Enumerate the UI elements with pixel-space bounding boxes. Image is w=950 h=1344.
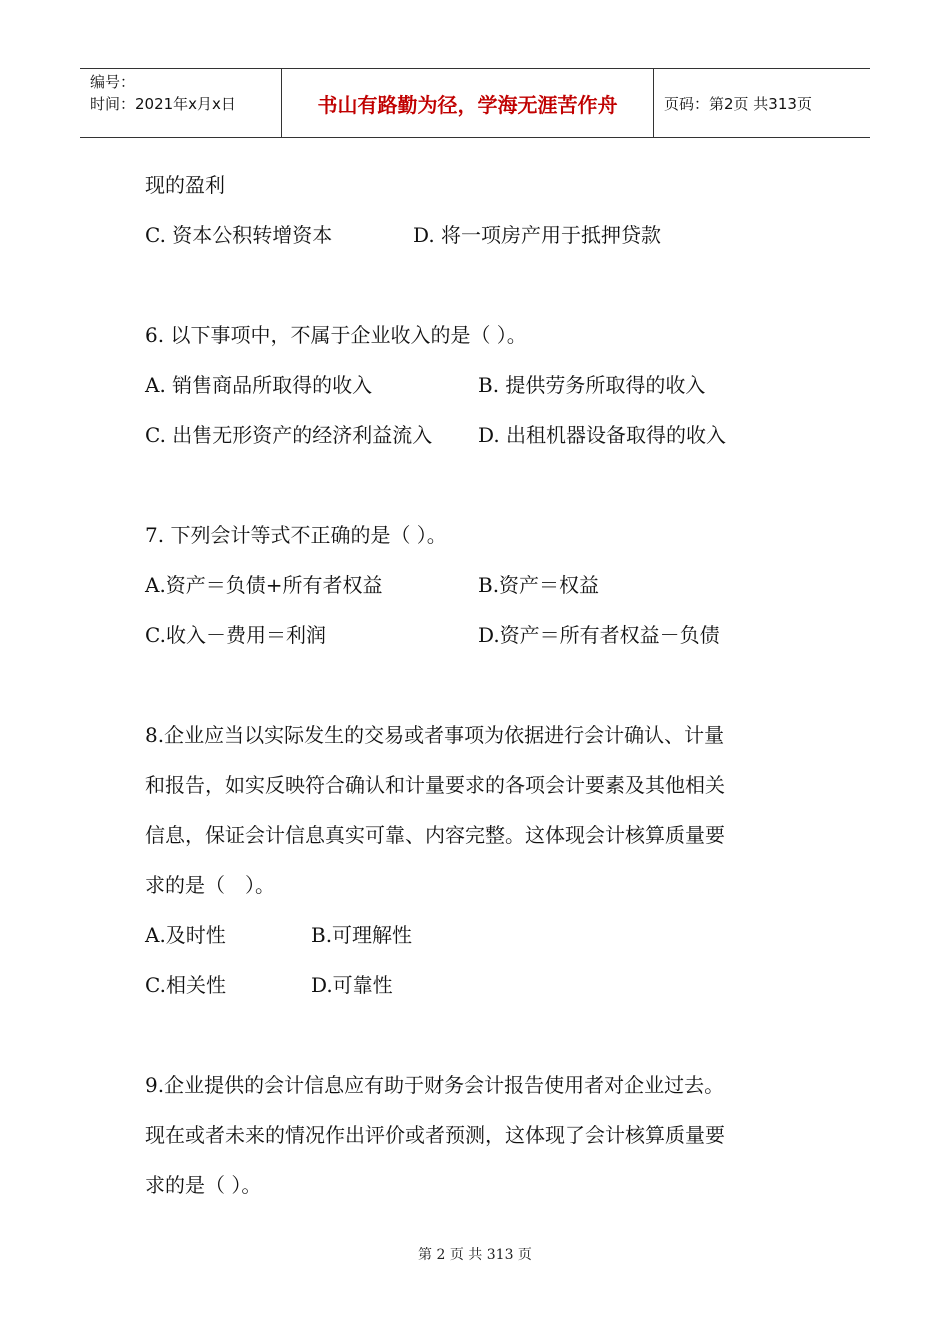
q6-options-cd	[145, 410, 815, 460]
spacer	[145, 260, 815, 310]
q8-option-d: D.可靠性	[311, 973, 393, 997]
q9-line: 9.企业提供的会计信息应有助于财务会计报告使用者对企业过去。	[145, 1073, 725, 1097]
page-footer: 第 2 页 共 313 页	[418, 1247, 532, 1263]
time-label: 时间：2021年x月x日	[90, 95, 236, 113]
q7-options-ab	[145, 560, 815, 610]
q6-option-a: A. 销售商品所取得的收入	[145, 373, 373, 397]
q6-stem: 6. 以下事项中，不属于企业收入的是（ ）。	[145, 323, 527, 347]
q5-options-cd	[145, 210, 815, 260]
q7-option-c: C.收入－费用＝利润	[145, 623, 326, 647]
q8-options-ab	[145, 910, 815, 960]
q8-options-cd	[145, 960, 815, 1010]
q8-line: 求的是（ ）。	[145, 873, 275, 897]
page-header	[80, 68, 870, 138]
number-label: 编号：	[90, 73, 136, 91]
spacer	[145, 660, 815, 710]
q6-option-c: C. 出售无形资产的经济利益流入	[145, 423, 433, 447]
q6-option-b: B. 提供劳务所取得的收入	[478, 373, 706, 397]
q8-option-b: B.可理解性	[311, 923, 413, 947]
q8-line: 信息，保证会计信息真实可靠、内容完整。这体现会计核算质量要	[145, 823, 725, 847]
q9-line: 现在或者未来的情况作出评价或者预测，这体现了会计核算质量要	[145, 1123, 725, 1147]
q6-options-ab	[145, 360, 815, 410]
spacer	[145, 460, 815, 510]
q7-option-d: D.资产＝所有者权益－负债	[478, 623, 720, 647]
q7-options-cd	[145, 610, 815, 660]
q5-option-c: C. 资本公积转增资本	[145, 223, 333, 247]
q8-line: 8.企业应当以实际发生的交易或者事项为依据进行会计确认、计量	[145, 723, 725, 747]
q9-line: 求的是（ ）。	[145, 1173, 262, 1197]
q5-option-d: D. 将一项房产用于抵押贷款	[413, 223, 662, 247]
document-body	[145, 160, 815, 1210]
q5-tail: 现的盈利	[145, 173, 225, 197]
q8-line: 和报告，如实反映符合确认和计量要求的各项会计要素及其他相关	[145, 773, 725, 797]
spacer	[145, 1010, 815, 1060]
q8-option-a: A.及时性	[145, 923, 226, 947]
q8-option-c: C.相关性	[145, 973, 226, 997]
q7-option-a: A.资产＝负债+所有者权益	[145, 573, 383, 597]
header-meta	[80, 69, 282, 137]
header-page-info: 页码：第2页 共313页	[664, 94, 812, 113]
q7-option-b: B.资产＝权益	[478, 573, 600, 597]
q7-stem: 7. 下列会计等式不正确的是（ ）。	[145, 523, 447, 547]
q6-option-d: D. 出租机器设备取得的收入	[478, 423, 727, 447]
header-motto: 书山有路勤为径，学海无涯苦作舟	[282, 69, 654, 137]
